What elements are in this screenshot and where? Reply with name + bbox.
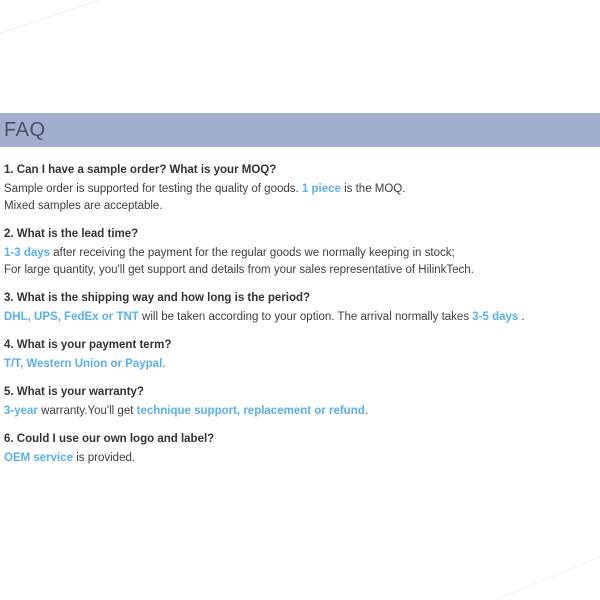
faq-answer-text: .: [518, 311, 525, 323]
faq-answer-line: [4, 262, 544, 279]
faq-answer-line: [4, 403, 544, 420]
faq-section-title: FAQ: [4, 119, 46, 141]
faq-answer-line: [4, 198, 544, 215]
faq-header-bar: [0, 113, 600, 147]
faq-answer-text: after receiving the payment for the regular goods we normally keeping in stock;: [50, 247, 455, 259]
faq-item-1: [4, 163, 544, 215]
faq-question: 1. Can I have a sample order? What is your MOQ?: [4, 164, 277, 176]
faq-answer-line: [4, 356, 544, 373]
page-edge-line-top-left: [0, 0, 101, 34]
faq-question: 2. What is the lead time?: [4, 228, 139, 240]
faq-answer-line: [4, 309, 544, 326]
faq-item-3: [4, 291, 544, 326]
faq-answer-text: .: [364, 405, 368, 417]
faq-item-2: [4, 227, 544, 279]
faq-question: 5. What is your warranty?: [4, 386, 144, 398]
faq-list: [4, 163, 544, 479]
faq-answer-highlight: T/T, Western Union or Paypal: [4, 358, 163, 370]
faq-answer-highlight: technique support, replacement or refund: [136, 405, 365, 417]
faq-answer-text: is provided.: [73, 452, 136, 464]
faq-question: 6. Could I use our own logo and label?: [4, 433, 215, 445]
faq-answer-text: Mixed samples are acceptable.: [4, 200, 163, 212]
faq-item-4: [4, 338, 544, 373]
faq-answer-highlight: 1-3 days: [4, 247, 51, 259]
faq-answer-highlight: DHL, UPS, FedEx or TNT: [4, 311, 139, 323]
faq-answer-text: For large quantity, you'll get support and details from your sales representative of HilinkTech.: [4, 264, 474, 276]
faq-answer-highlight: 3-5 days: [472, 311, 519, 323]
faq-answer-line: [4, 450, 544, 467]
page-edge-line-bottom-right: [496, 557, 600, 600]
faq-answer-text: .: [162, 358, 166, 370]
faq-answer-highlight: 3-year: [4, 405, 38, 417]
faq-question: 3. What is the shipping way and how long is the period?: [4, 292, 311, 304]
faq-answer-text: will be taken according to your option. The arrival normally takes: [138, 311, 473, 323]
faq-answer-highlight: OEM service: [4, 452, 74, 464]
faq-answer-text: is the MOQ.: [340, 183, 406, 195]
faq-answer-text: Sample order is supported for testing the quality of goods.: [4, 183, 302, 195]
faq-answer-text: warranty.You'll get: [37, 405, 137, 417]
faq-answer-line: [4, 245, 544, 262]
faq-item-6: [4, 432, 544, 467]
faq-item-5: [4, 385, 544, 420]
faq-answer-line: [4, 181, 544, 198]
faq-question: 4. What is your payment term?: [4, 339, 172, 351]
faq-answer-highlight: 1 piece: [301, 183, 341, 195]
